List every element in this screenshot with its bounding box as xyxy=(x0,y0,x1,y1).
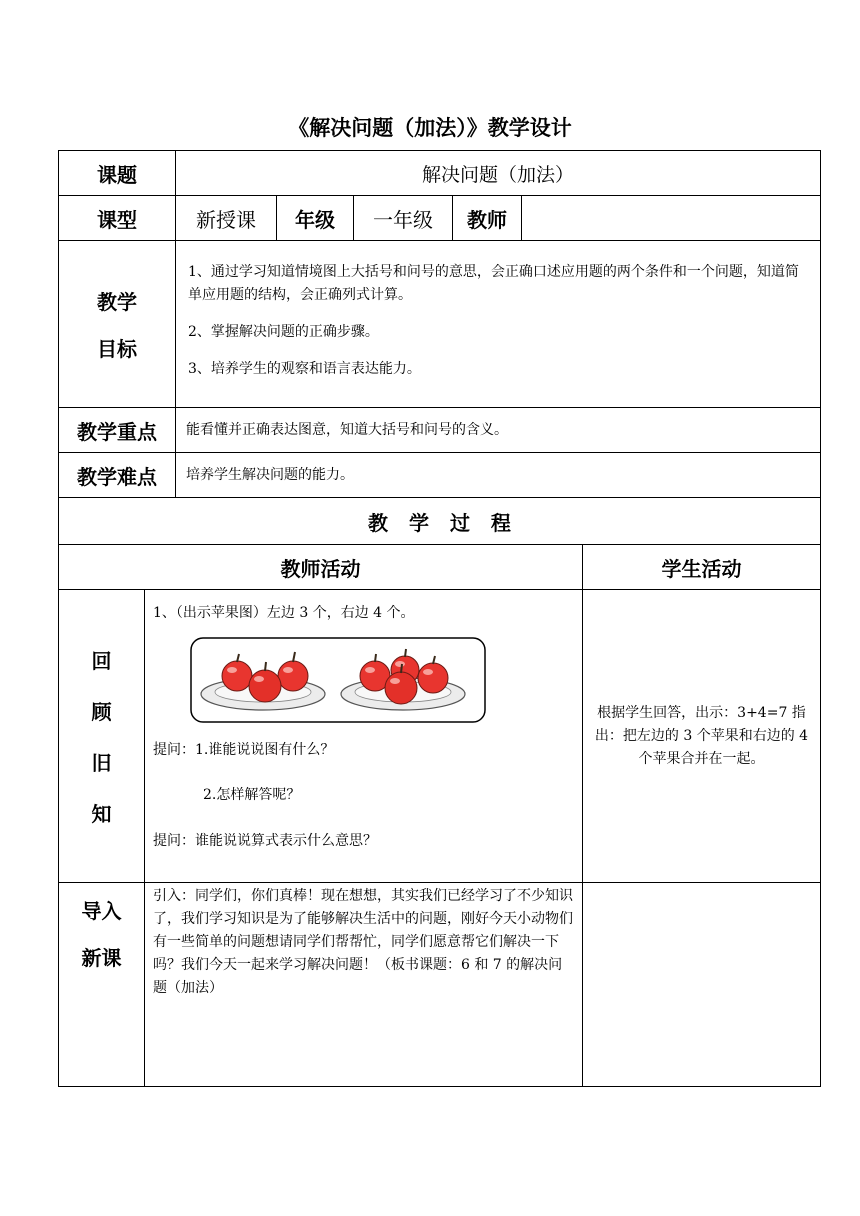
intro-teacher-content: 引入：同学们，你们真棒！现在想想，其实我们已经学习了不少知识了，我们学习知识是为了能够解决生活中的问题，刚好今天小动物们有一些简单的问题想请同学们帮帮忙，同学们愿意帮它们解决一下吗？我们今天一起来学习解决问题！（板书课题：6 和 7 的解决问题（加法） xyxy=(144,882,583,1087)
review-label-char-4: 知 xyxy=(91,802,112,826)
apple-picture xyxy=(189,636,489,726)
intro-label xyxy=(58,882,145,1087)
review-label-char-1: 回 xyxy=(91,649,112,673)
goals-label-1: 教学 xyxy=(97,290,137,314)
type-label: 课型 xyxy=(58,195,176,241)
teacher-value xyxy=(521,195,821,241)
review-label-char-2: 顾 xyxy=(91,700,112,724)
goal-item-3: 3、培养学生的观察和语言表达能力。 xyxy=(188,361,421,377)
type-value: 新授课 xyxy=(175,195,277,241)
intro-label-2: 新课 xyxy=(81,946,122,970)
document-title: 《解决问题（加法）》教学设计 xyxy=(288,116,572,140)
grade-value: 一年级 xyxy=(353,195,453,241)
topic-label: 课题 xyxy=(58,150,176,196)
goal-item-2: 2、掌握解决问题的正确步骤。 xyxy=(188,324,379,340)
difficulty-label: 教学难点 xyxy=(58,452,176,498)
intro-label-1: 导入 xyxy=(81,899,122,923)
review-teacher-content xyxy=(144,589,583,883)
difficulty-value: 培养学生解决问题的能力。 xyxy=(175,452,821,498)
review-question-3: 提问：谁能说说算式表示什么意思？ xyxy=(153,833,377,849)
intro-student-content xyxy=(582,882,821,1087)
review-question-1: 提问：1.谁能说说图有什么？ xyxy=(153,742,335,758)
review-label-char-3: 旧 xyxy=(91,751,112,775)
grade-label: 年级 xyxy=(276,195,354,241)
keypoint-label: 教学重点 xyxy=(58,407,176,453)
review-line-1: 1、（出示苹果图）左边 3 个，右边 4 个。 xyxy=(153,605,415,621)
goals-content xyxy=(175,240,821,408)
keypoint-value: 能看懂并正确表达图意，知道大括号和问号的含义。 xyxy=(175,407,821,453)
topic-value: 解决问题（加法） xyxy=(175,150,821,196)
process-title: 教 学 过 程 xyxy=(58,497,821,545)
student-activity-header: 学生活动 xyxy=(582,544,821,590)
goals-label xyxy=(58,240,176,408)
teacher-activity-header: 教师活动 xyxy=(58,544,583,590)
goals-label-2: 目标 xyxy=(97,337,137,361)
review-question-2: 2.怎样解答呢？ xyxy=(203,787,301,803)
teacher-label: 教师 xyxy=(452,195,522,241)
goal-item-1: 1、通过学习知道情境图上大括号和问号的意思，会正确口述应用题的两个条件和一个问题，知道简单应用题的结构，会正确列式计算。 xyxy=(188,264,799,303)
review-label xyxy=(58,589,145,883)
review-student-content: 根据学生回答，出示：3+4=7 指出：把左边的 3 个苹果和右边的 4 个苹果合并在一起。 xyxy=(582,589,821,883)
